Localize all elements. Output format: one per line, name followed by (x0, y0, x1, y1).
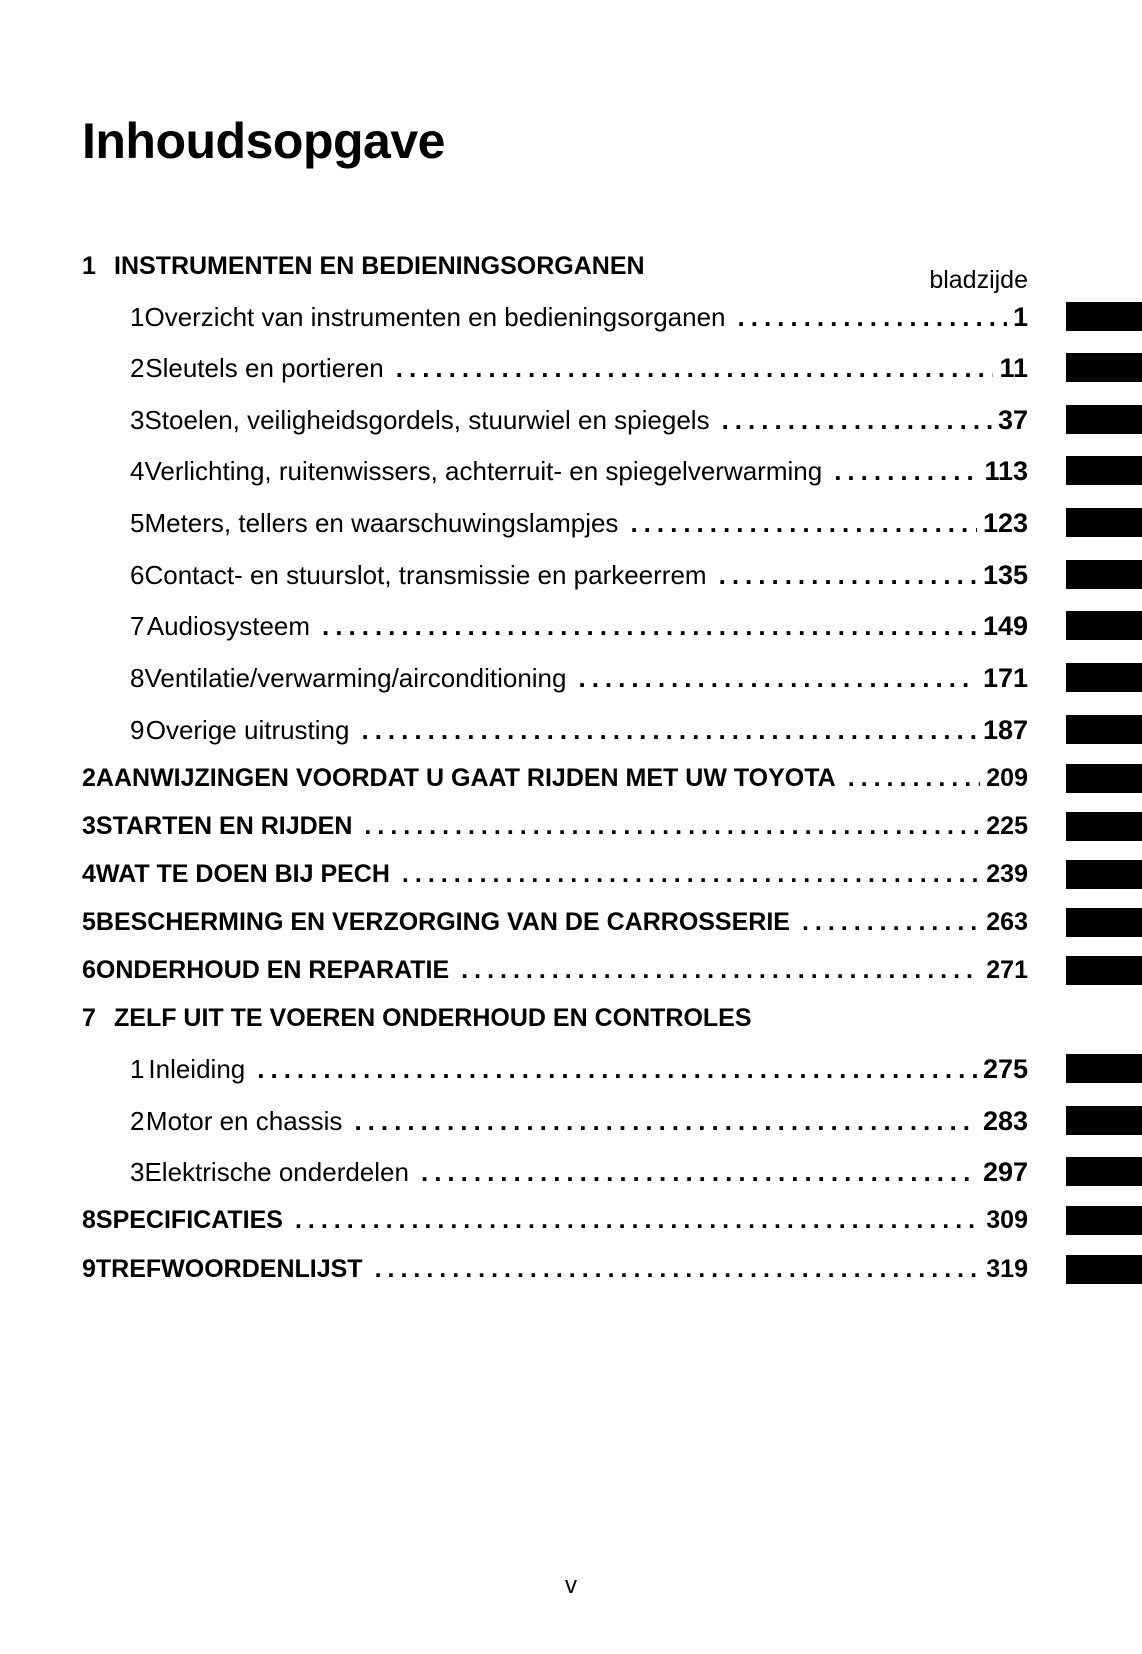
toc-page-number: 187 (982, 715, 1028, 745)
dot-leader (848, 764, 981, 793)
toc-title: WAT TE DOEN BIJ PECH (95, 860, 390, 888)
toc-title: Sleutels en portieren (145, 353, 384, 383)
dot-leader (802, 908, 980, 937)
thumb-index-tab[interactable] (1066, 1206, 1142, 1235)
toc-page-number: 309 (986, 1206, 1028, 1234)
toc-number: 5 (130, 508, 145, 538)
toc-page-number: 209 (986, 764, 1028, 792)
toc-page-number: 319 (986, 1255, 1028, 1283)
toc-title: Audiosysteem (146, 611, 311, 641)
toc-entry-1-4[interactable] (82, 456, 1028, 492)
toc-number: 2 (130, 353, 145, 383)
toc-number: 7 (130, 611, 145, 641)
toc-number: 2 (130, 1106, 145, 1136)
toc-number: 6 (130, 560, 145, 590)
dot-leader (375, 1255, 981, 1284)
toc-title: Ventilatie/verwarming/airconditioning (144, 663, 567, 693)
toc-title: Stoelen, veiligheidsgordels, stuurwiel en spiegels (144, 405, 710, 435)
dot-leader (361, 715, 976, 746)
dot-leader (834, 456, 978, 487)
toc-entry-1-5[interactable] (82, 508, 1028, 544)
toc-title: ZELF UIT TE VOEREN ONDERHOUD EN CONTROLES (114, 1004, 752, 1032)
toc-title: TREFWOORDENLIJST (95, 1255, 363, 1283)
toc-number: 8 (130, 663, 145, 693)
thumb-index-tab[interactable] (1066, 560, 1142, 589)
dot-leader (630, 508, 977, 539)
toc-number: 4 (82, 860, 96, 888)
toc-entry-7-3[interactable] (82, 1157, 1028, 1193)
toc-number: 9 (82, 1255, 96, 1283)
thumb-index-tab[interactable] (1066, 956, 1142, 985)
toc-entry-7-1[interactable] (82, 1054, 1028, 1090)
toc-chapter-9[interactable] (82, 1255, 1028, 1291)
dot-leader (354, 1106, 977, 1137)
toc-title: Contact- en stuurslot, transmissie en parkeerrem (144, 560, 707, 590)
page-column-label: bladzijde (929, 266, 1028, 294)
toc-title: Verlichting, ruitenwissers, achterruit- en spiegelverwarming (144, 456, 823, 486)
toc-title: Overige uitrusting (145, 715, 350, 745)
toc-title: BESCHERMING EN VERZORGING VAN DE CARROSSERIE (95, 908, 790, 936)
toc-entry-1-9[interactable] (82, 715, 1028, 751)
dot-leader (402, 860, 980, 889)
toc-page-number: 171 (982, 663, 1028, 693)
dot-leader (738, 302, 1007, 333)
toc-page-number: 271 (986, 956, 1028, 984)
toc-entry-1-7[interactable] (82, 611, 1028, 647)
toc-page-number: 37 (997, 405, 1028, 435)
thumb-index-tab[interactable] (1066, 908, 1142, 937)
toc-chapter-3[interactable] (82, 812, 1028, 848)
dot-leader (396, 353, 994, 384)
toc-number: 1 (130, 1054, 145, 1084)
thumb-index-tab[interactable] (1066, 1157, 1142, 1186)
toc-page-number: 283 (982, 1106, 1028, 1136)
toc-number: 3 (130, 1157, 145, 1187)
toc-page-number: 123 (982, 508, 1028, 538)
thumb-index-tab[interactable] (1066, 715, 1142, 744)
toc-number: 3 (130, 405, 145, 435)
thumb-index-tab[interactable] (1066, 508, 1142, 537)
toc-page-number: 135 (982, 560, 1028, 590)
toc-title: Inleiding (148, 1054, 246, 1084)
toc-title: Elektrische onderdelen (144, 1157, 409, 1187)
dot-leader (578, 663, 976, 694)
toc-number: 9 (130, 715, 145, 745)
thumb-index-tab[interactable] (1066, 611, 1142, 640)
toc-number: 5 (82, 908, 96, 936)
toc-chapter-6[interactable] (82, 956, 1028, 992)
toc-number: 3 (82, 812, 96, 840)
toc-number: 8 (82, 1206, 96, 1234)
toc-page-number: 297 (982, 1157, 1028, 1187)
dot-leader (257, 1054, 977, 1085)
thumb-index-tab[interactable] (1066, 1255, 1142, 1284)
toc-page-number: 11 (999, 353, 1028, 383)
thumb-index-tab[interactable] (1066, 1106, 1142, 1135)
toc-page-number: 263 (986, 908, 1028, 936)
toc-number: 4 (130, 456, 145, 486)
thumb-index-tab[interactable] (1066, 302, 1142, 331)
toc-entry-1-1[interactable] (82, 302, 1028, 338)
toc-number: 1 (82, 252, 96, 280)
dot-leader (364, 812, 980, 841)
toc-title: AANWIJZINGEN VOORDAT U GAAT RIJDEN MET UW TOYOTA (95, 764, 836, 792)
toc-page-number: 239 (986, 860, 1028, 888)
toc-title: STARTEN EN RIJDEN (95, 812, 353, 840)
page-title: Inhoudsopgave (82, 113, 445, 169)
toc-page-number: 113 (984, 456, 1028, 486)
thumb-index-tab[interactable] (1066, 812, 1142, 841)
toc-number: 1 (130, 302, 145, 332)
toc-page-number: 275 (982, 1054, 1028, 1084)
thumb-index-tab[interactable] (1066, 764, 1142, 793)
toc-chapter-4[interactable] (82, 860, 1028, 896)
toc-title: INSTRUMENTEN EN BEDIENINGSORGANEN (114, 252, 645, 280)
toc-chapter-8[interactable] (82, 1206, 1028, 1242)
thumb-index-tab[interactable] (1066, 456, 1142, 485)
toc-title: SPECIFICATIES (95, 1206, 283, 1234)
toc-page-number: 1 (1012, 302, 1028, 332)
toc-page-number: 149 (982, 611, 1028, 641)
toc-number: 6 (82, 956, 96, 984)
dot-leader (421, 1157, 977, 1188)
toc-number: 7 (82, 1004, 96, 1032)
toc-title: Motor en chassis (145, 1106, 343, 1136)
thumb-index-tab[interactable] (1066, 405, 1142, 434)
toc-entry-7-2[interactable] (82, 1106, 1028, 1142)
toc-entry-1-8[interactable] (82, 663, 1028, 699)
toc-entry-1-6[interactable] (82, 560, 1028, 596)
thumb-index-tab[interactable] (1066, 860, 1142, 889)
toc-entry-1-2[interactable] (82, 353, 1028, 389)
toc-page-number: 225 (986, 812, 1028, 840)
toc-number: 2 (82, 764, 96, 792)
dot-leader (295, 1206, 980, 1235)
dot-leader (461, 956, 980, 985)
toc-chapter-5[interactable] (82, 908, 1028, 944)
dot-leader (722, 405, 992, 436)
toc-chapter-2[interactable] (82, 764, 1028, 800)
dot-leader (322, 611, 977, 642)
dot-leader (719, 560, 977, 591)
footer-page-number: v (565, 1572, 577, 1599)
toc-title: ONDERHOUD EN REPARATIE (95, 956, 450, 984)
toc-title: Overzicht van instrumenten en bedieningsorganen (144, 302, 726, 332)
toc-chapter-7[interactable] (82, 1004, 1028, 1040)
thumb-index-tab[interactable] (1066, 1054, 1142, 1083)
thumb-index-tab[interactable] (1066, 353, 1142, 382)
toc-chapter-1[interactable] (82, 252, 1028, 288)
toc-entry-1-3[interactable] (82, 405, 1028, 441)
toc-title: Meters, tellers en waarschuwingslampjes (144, 508, 619, 538)
thumb-index-tab[interactable] (1066, 663, 1142, 692)
